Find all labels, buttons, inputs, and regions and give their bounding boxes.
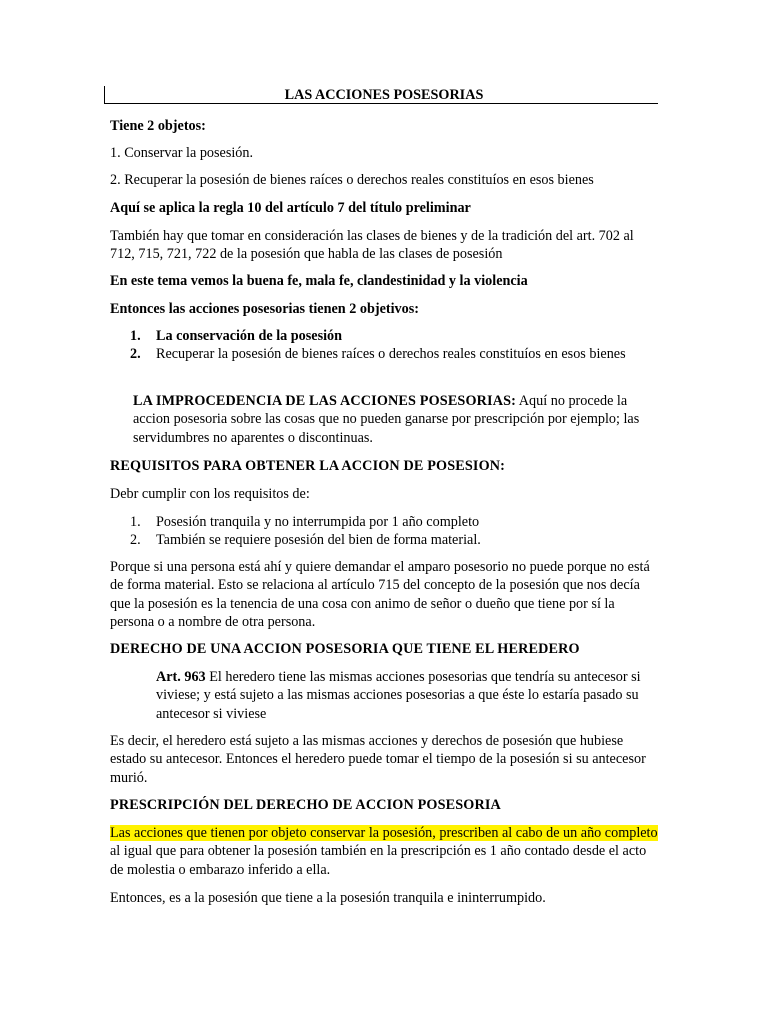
requisitos-list (110, 513, 658, 550)
consideracion-paragraph: También hay que tomar en consideración las clases de bienes y de la tradición del art. 702 al 712, 715, 721, 722 de la posesión que habla de las clases de posesión (110, 228, 634, 263)
document-title: LAS ACCIONES POSESORIAS (284, 87, 484, 103)
improcedencia-paragraph (133, 392, 658, 447)
list-number: 1. (130, 328, 141, 344)
list-item (110, 345, 658, 363)
list-item (110, 531, 658, 549)
objetivos-list (110, 327, 658, 364)
tema-paragraph: En este tema vemos la buena fe, mala fe, clandestinidad y la violencia (110, 273, 528, 289)
list-item (110, 327, 658, 345)
list-item (110, 513, 658, 531)
prescripcion-paragraph (110, 824, 658, 879)
list-number: 2. (130, 532, 141, 549)
objetos-heading: Tiene 2 objetos: (110, 118, 206, 134)
list-text: La conservación de la posesión (156, 328, 343, 344)
heredero-heading: DERECHO DE UNA ACCION POSESORIA QUE TIENE EL HEREDERO (110, 641, 580, 657)
prescripcion-rest: al igual que para obtener la posesión también en la prescripción es 1 año contado desde el acto de molestia o embarazo inferido a ella. (110, 843, 647, 878)
list-text: Recuperar la posesión de bienes raíces o derechos reales constituíos en esos bienes (156, 346, 626, 363)
objeto-1: 1. Conservar la posesión. (110, 145, 254, 161)
objeto-2: 2. Recuperar la posesión de bienes raíces o derechos reales constituíos en esos bienes (110, 172, 594, 188)
entonces-paragraph: Entonces, es a la posesión que tiene a la posesión tranquila e ininterrumpido. (110, 890, 546, 906)
list-number: 2. (130, 346, 141, 363)
porque-paragraph: Porque si una persona está ahí y quiere demandar el amparo posesorio no puede porque no está de forma material. Esto se relaciona al artículo 715 del concepto de la posesión que nos decía que la posesión es la tenencia de una cosa con animo de señor o dueño que tiene por sí la persona o a nombre de otra persona. (110, 559, 650, 631)
art963-label: Art. 963 (156, 669, 206, 685)
highlighted-text: Las acciones que tienen por objeto conservar la posesión, prescriben al cabo de un año completo (110, 825, 658, 841)
improcedencia-label: LA IMPROCEDENCIA DE LAS ACCIONES POSESORIAS: (133, 393, 517, 409)
requisitos-heading: REQUISITOS PARA OBTENER LA ACCION DE POSESION: (110, 458, 506, 474)
regla-paragraph: Aquí se aplica la regla 10 del artículo 7 del título preliminar (110, 200, 471, 216)
improcedencia-text: Aquí no procede la accion posesoria sobre las cosas que no pueden ganarse por prescripción por ejemplo; las servidumbres no aparentes o discontinuas. (133, 393, 640, 446)
list-text: También se requiere posesión del bien de forma material. (156, 532, 481, 549)
requisitos-intro: Debr cumplir con los requisitos de: (110, 486, 310, 502)
art963-text: El heredero tiene las mismas acciones posesorias que tendría su antecesor si viviese; y está sujeto a las mismas acciones posesorias a que éste lo estaría pasado su antecesor si viviese (156, 669, 641, 722)
prescripcion-heading: PRESCRIPCIÓN DEL DERECHO DE ACCION POSESORIA (110, 797, 501, 813)
es-decir-paragraph: Es decir, el heredero está sujeto a las mismas acciones y derechos de posesión que hubiese estado su antecesor. Entonces el heredero puede tomar el tiempo de la posesión si su antecesor murió. (110, 733, 646, 786)
objetivos-heading: Entonces las acciones posesorias tienen 2 objetivos: (110, 301, 419, 317)
list-number: 1. (130, 514, 141, 530)
list-text: Posesión tranquila y no interrumpida por 1 año completo (156, 514, 480, 530)
art963-paragraph (156, 668, 658, 723)
